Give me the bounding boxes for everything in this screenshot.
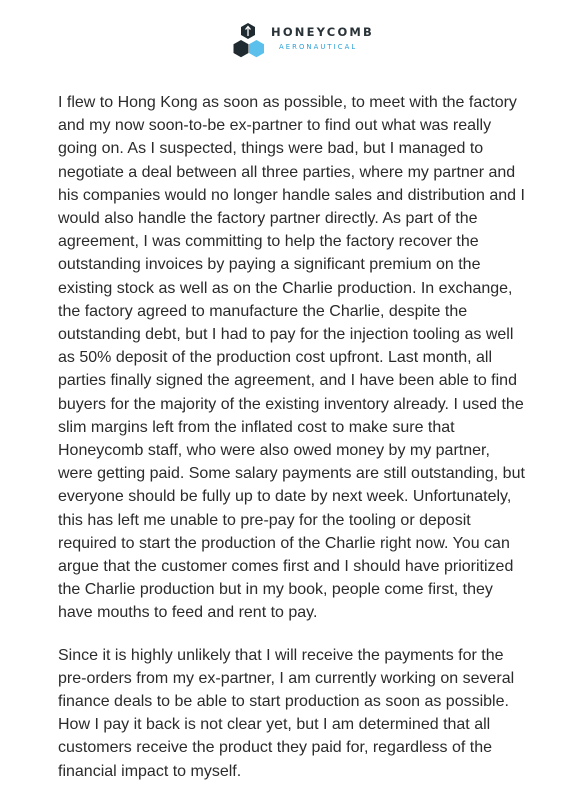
honeycomb-logo bbox=[230, 22, 375, 62]
paragraph-1: I flew to Hong Kong as soon as possible, to meet with the factory and my now soon-to-be ex-partner to find out what was really going on. As I suspected, things were bad, but I managed to negotiate a deal between all three parties, where my partner and his companies would no longer handle sales and distribution and I would also handle the factory partner directly. As part of the agreement, I was committing to help the factory recover the outstanding invoices by paying a significant premium on the existing stock as well as on the Charlie production. In exchange, the factory agreed to manufacture the Charlie, despite the outstanding debt, but I had to pay for the injection tooling as well as 50% deposit of the production cost upfront. Last month, all parties finally signed the agreement, and I have been able to find buyers for the majority of the existing inventory already. I used the slim margins left from the inflated cost to make sure that Honeycomb staff, who were also owed money by my partner, were getting paid. Some salary payments are still outstanding, but everyone should be fully up to date by next week. Unfortunately, this has left me unable to pre-pay for the tooling or deposit required to start the production of the Charlie right now. You can argue that the customer comes first and I should have prioritized the Charlie production but in my book, people come first, they have mouths to feed and rent to pay. bbox=[58, 94, 525, 622]
bottom-left-hexagon bbox=[234, 40, 249, 57]
paragraph-2: Since it is highly unlikely that I will receive the payments for the pre-orders from my ex-partner, I am currently working on several finance deals to be able to start production as soon as possible. How I pay it back is not clear yet, but I am determined that all customers receive the product they paid for, regardless of the financial impact to myself. bbox=[58, 646, 515, 780]
logo-text bbox=[271, 25, 375, 51]
honeycomb-hexagon-icon bbox=[230, 22, 270, 60]
brand-subtitle: AERONAUTICAL bbox=[279, 43, 358, 51]
bottom-right-hexagon bbox=[249, 40, 264, 57]
page-header bbox=[0, 22, 580, 64]
brand-name: HONEYCOMB bbox=[271, 25, 375, 39]
letter-body bbox=[58, 91, 528, 802]
